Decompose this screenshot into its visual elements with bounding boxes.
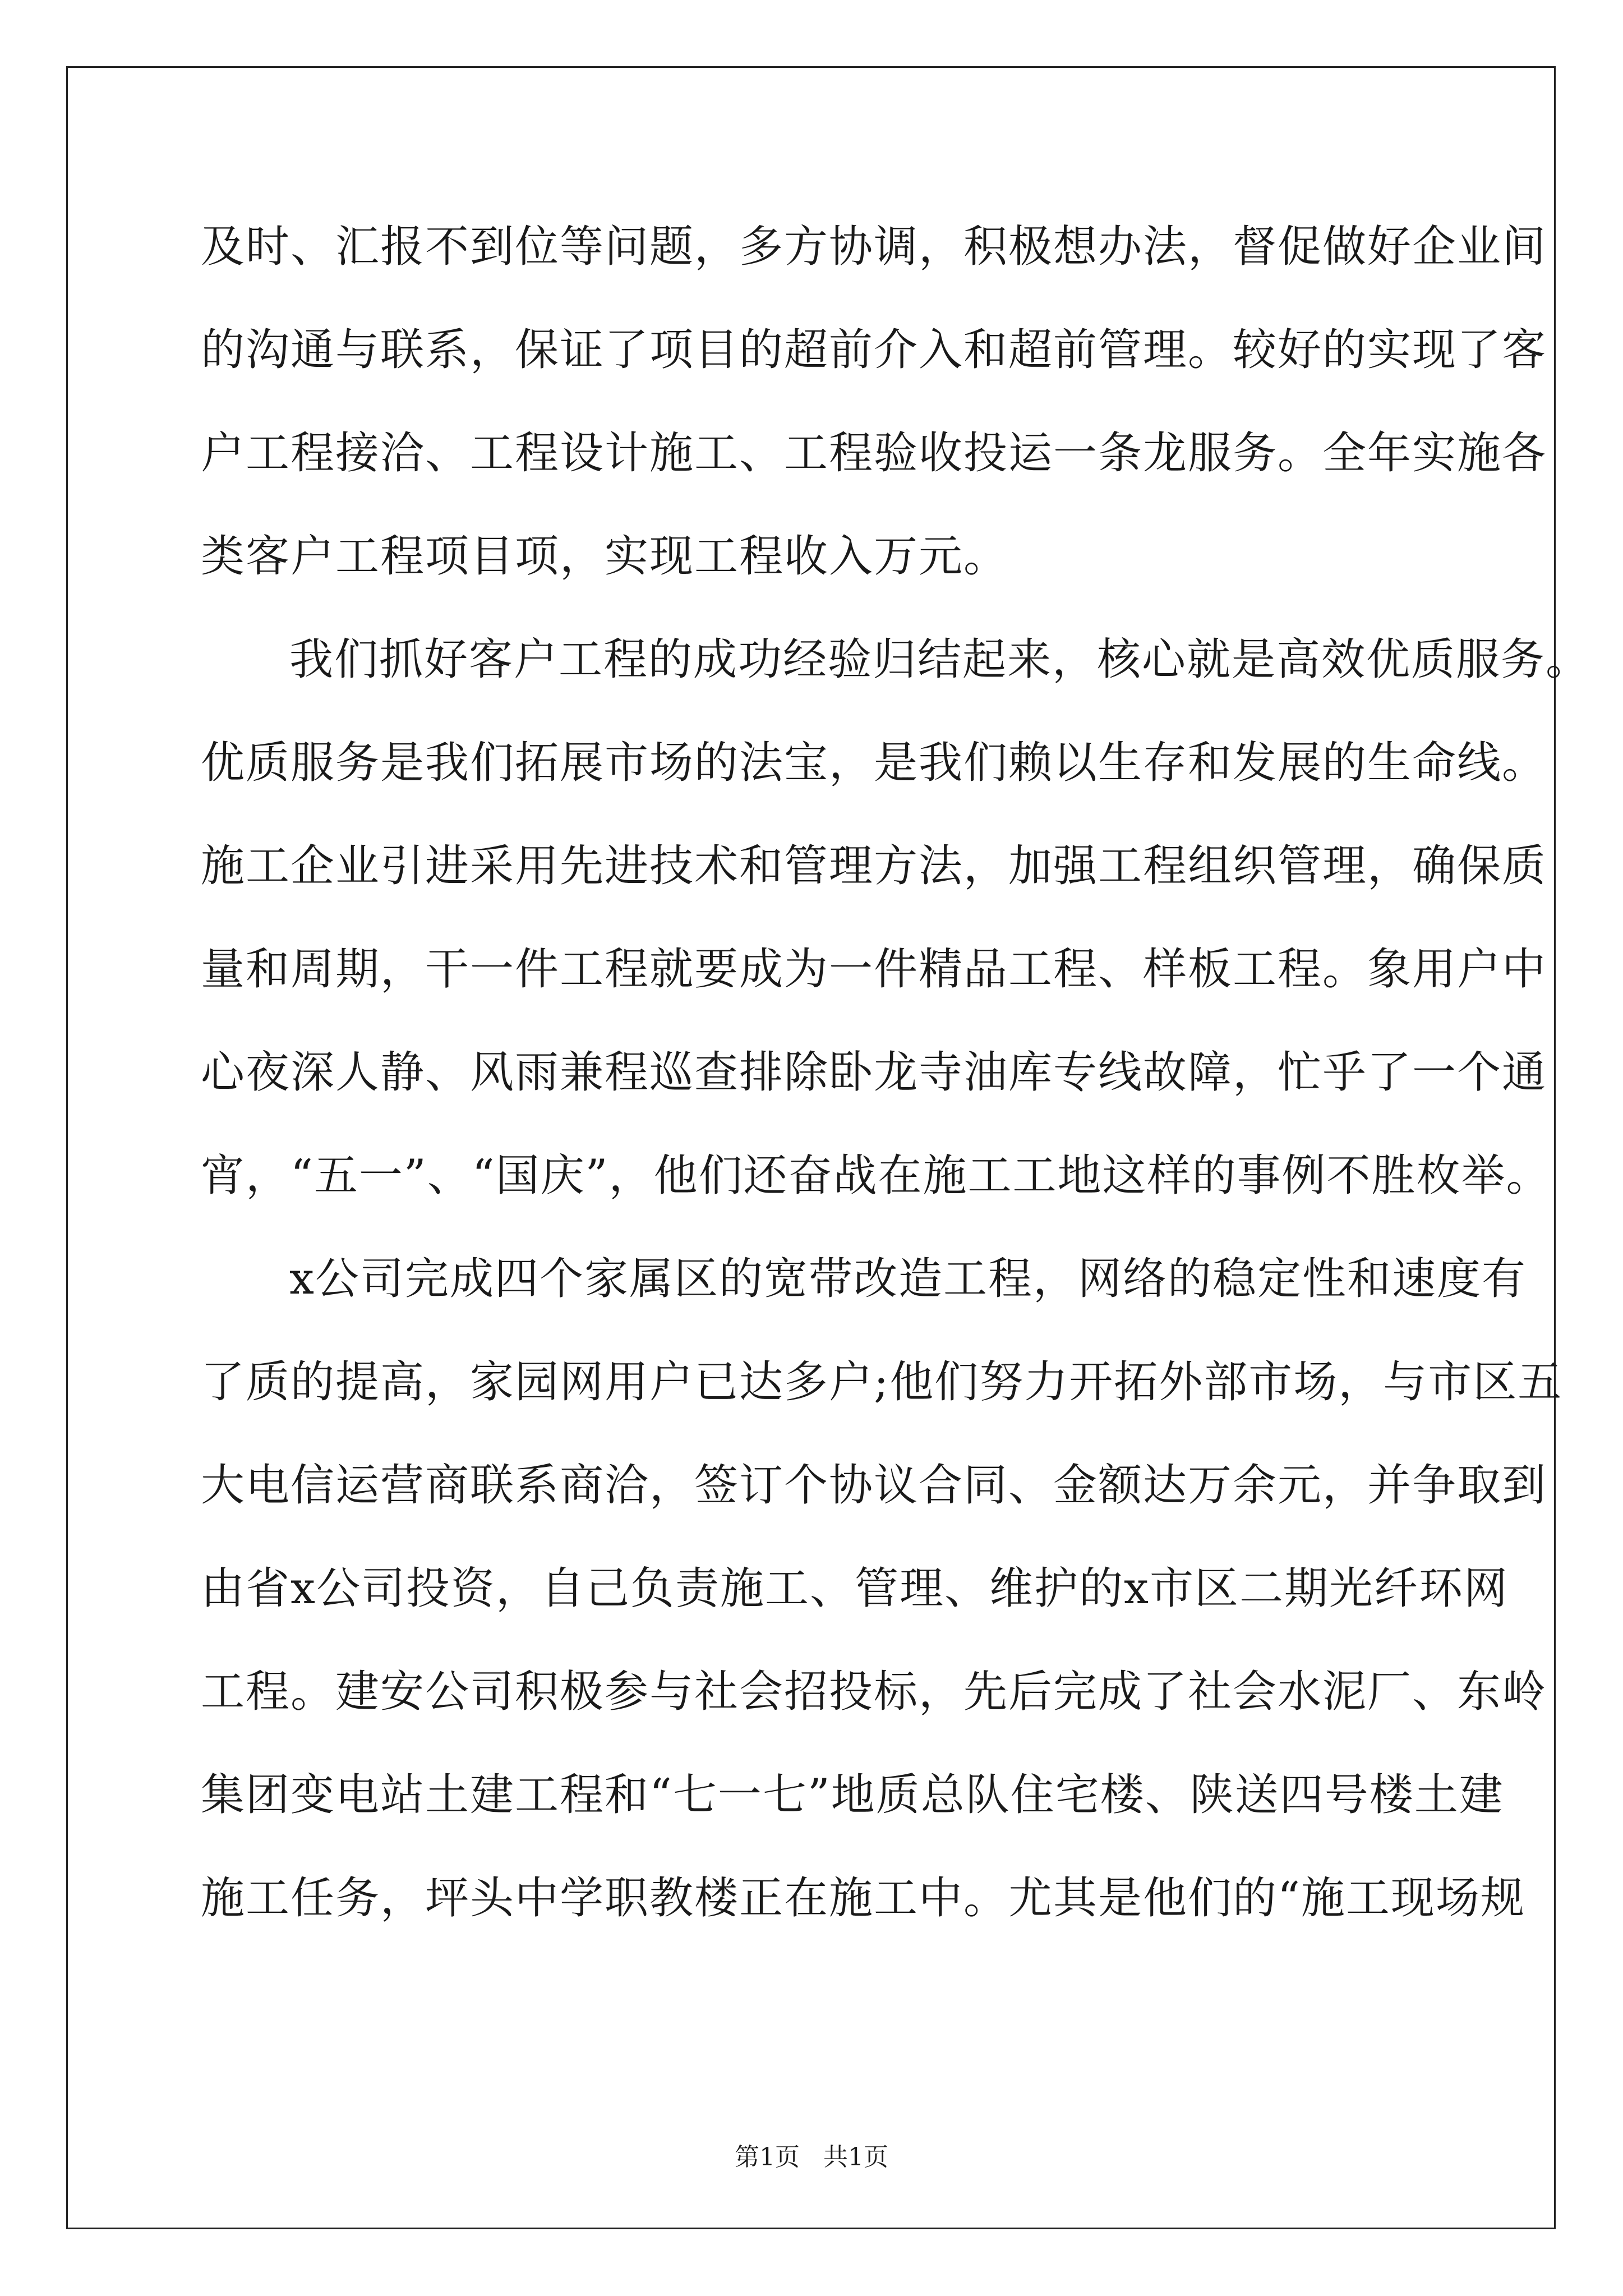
- body-line: 施工任务，坪头中学职教楼正在施工中。尤其是他们的“施工现场规: [201, 1873, 1525, 1924]
- body-line: 施工企业引进采用先进技术和管理方法，加强工程组织管理，确保质: [201, 841, 1547, 891]
- body-line: x公司完成四个家属区的宽带改造工程，网络的稳定性和速度有: [289, 1254, 1527, 1304]
- body-line: 及时、汇报不到位等问题，多方协调，积极想办法，督促做好企业间: [201, 222, 1547, 272]
- body-line: 集团变电站土建工程和“七一七”地质总队住宅楼、陕送四号楼土建: [201, 1770, 1504, 1820]
- body-line: 优质服务是我们拓展市场的法宝，是我们赖以生存和发展的生命线。: [201, 738, 1547, 788]
- page-number-footer: 第1页 共1页: [735, 2143, 888, 2171]
- body-line: 心夜深人静、风雨兼程巡查排除卧龙寺油库专线故障，忙乎了一个通: [201, 1047, 1547, 1098]
- body-line: 量和周期，干一件工程就要成为一件精品工程、样板工程。象用户中: [201, 944, 1547, 995]
- document-body: [201, 216, 1591, 1971]
- body-line: 宵，“五一”、“国庆”，他们还奋战在施工工地这样的事例不胜枚举。: [201, 1151, 1551, 1201]
- body-line: 户工程接洽、工程设计施工、工程验收投运一条龙服务。全年实施各: [201, 428, 1547, 478]
- body-line: 我们抓好客户工程的成功经验归结起来，核心就是高效优质服务。: [289, 634, 1591, 685]
- body-line: 的沟通与联系，保证了项目的超前介入和超前管理。较好的实现了客: [201, 325, 1547, 375]
- body-line: 了质的提高，家园网用户已达多户;他们努力开拓外部市场，与市区五: [201, 1357, 1563, 1407]
- body-line: 类客户工程项目项，实现工程收入万元。: [201, 531, 1009, 582]
- body-line: 大电信运营商联系商洽，签订个协议合同、金额达万余元，并争取到: [201, 1460, 1547, 1511]
- body-line: 由省x公司投资，自己负责施工、管理、维护的x市区二期光纤环网: [201, 1563, 1509, 1614]
- body-line: 工程。建安公司积极参与社会招投标，先后完成了社会水泥厂、东岭: [201, 1667, 1547, 1717]
